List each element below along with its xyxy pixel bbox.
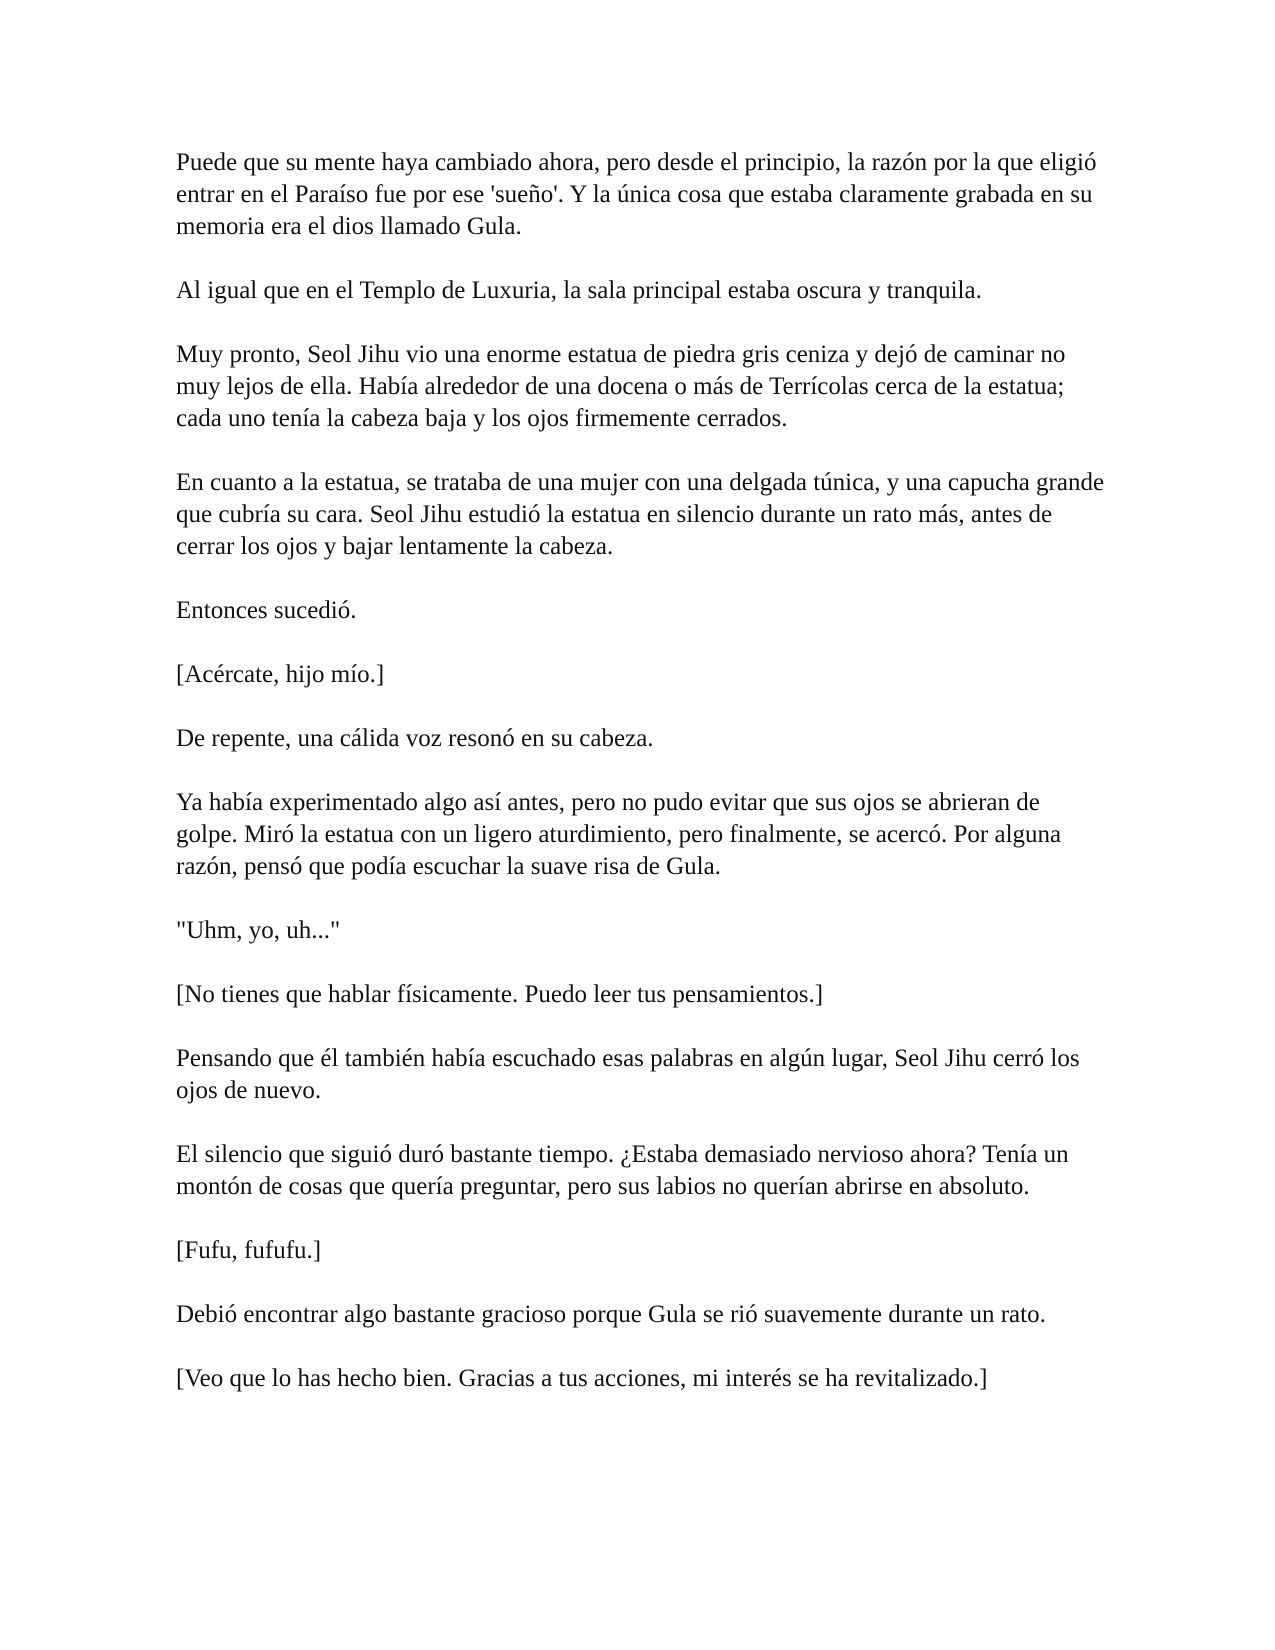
paragraph-11: Pensando que él también había escuchado esas palabras en algún lugar, Seol Jihu cerró los ojos de nuevo. bbox=[176, 1045, 1080, 1104]
paragraph-12: El silencio que siguió duró bastante tiempo. ¿Estaba demasiado nervioso ahora? Tenía un montón de cosas que quería preguntar, pero sus labios no querían abrirse en absoluto. bbox=[176, 1141, 1069, 1200]
paragraph-2: Al igual que en el Templo de Luxuria, la sala principal estaba oscura y tranquila. bbox=[176, 277, 982, 304]
paragraph-3: Muy pronto, Seol Jihu vio una enorme estatua de piedra gris ceniza y dejó de caminar no muy lejos de ella. Había alrededor de una docena o más de Terrícolas cerca de la estatua; cada uno tenía la cabeza baja y los ojos firmemente cerrados. bbox=[176, 341, 1066, 432]
paragraph-7: De repente, una cálida voz resonó en su cabeza. bbox=[176, 725, 654, 752]
paragraph-10: [No tienes que hablar físicamente. Puedo leer tus pensamientos.] bbox=[176, 981, 824, 1008]
paragraph-1: Puede que su mente haya cambiado ahora, pero desde el principio, la razón por la que eligió entrar en el Paraíso fue por ese 'sueño'. Y la única cosa que estaba claramente grabada en su memoria era el dios llamado Gula. bbox=[176, 149, 1097, 240]
paragraph-9: "Uhm, yo, uh..." bbox=[176, 917, 341, 944]
paragraph-13: [Fufu, fufufu.] bbox=[176, 1237, 322, 1264]
paragraph-15: [Veo que lo has hecho bien. Gracias a tus acciones, mi interés se ha revitalizado.] bbox=[176, 1365, 988, 1392]
document-body bbox=[176, 147, 1106, 1395]
paragraph-6: [Acércate, hijo mío.] bbox=[176, 661, 385, 688]
paragraph-4: En cuanto a la estatua, se trataba de una mujer con una delgada túnica, y una capucha grande que cubría su cara. Seol Jihu estudió la estatua en silencio durante un rato más, antes de cerrar los ojos y bajar lentamente la cabeza. bbox=[176, 469, 1105, 560]
paragraph-14: Debió encontrar algo bastante gracioso porque Gula se rió suavemente durante un rato. bbox=[176, 1301, 1046, 1328]
paragraph-8: Ya había experimentado algo así antes, pero no pudo evitar que sus ojos se abrieran de golpe. Miró la estatua con un ligero aturdimiento, pero finalmente, se acercó. Por alguna razón, pensó que podía escuchar la suave risa de Gula. bbox=[176, 789, 1062, 880]
paragraph-5: Entonces sucedió. bbox=[176, 597, 357, 624]
